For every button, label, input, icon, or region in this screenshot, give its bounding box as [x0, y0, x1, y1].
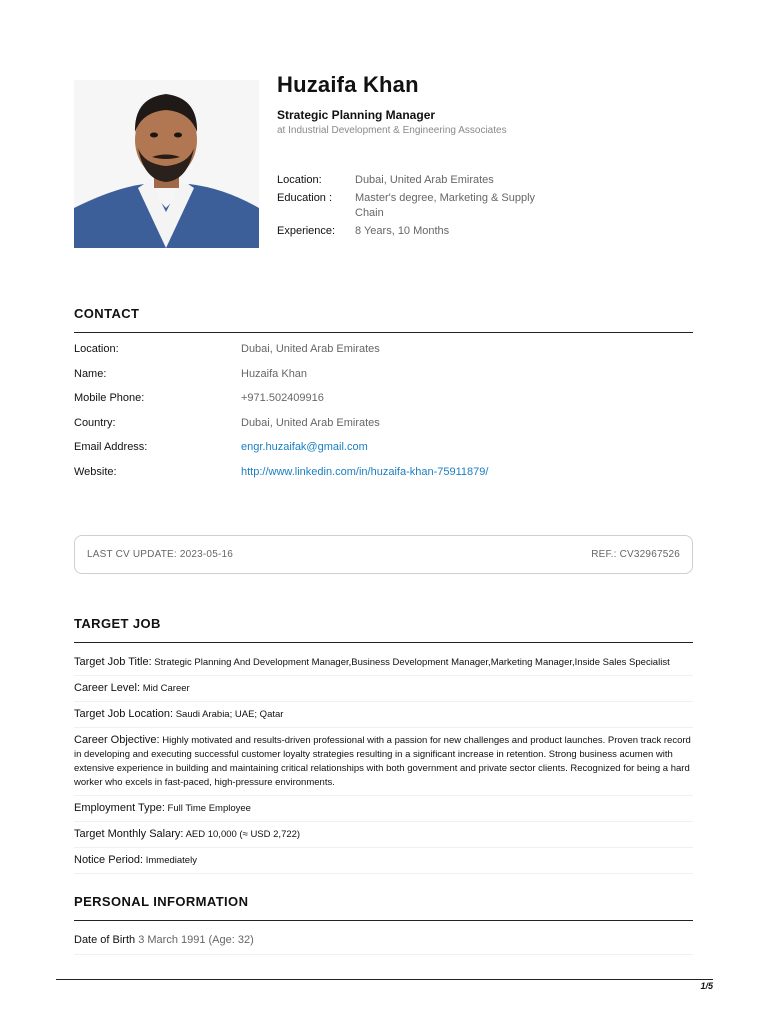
section-title: PERSONAL INFORMATION [74, 894, 249, 909]
personal-row [74, 934, 693, 955]
target-job-section [74, 616, 693, 877]
target-job-label: Target Job Location: [74, 708, 174, 720]
target-job-row [74, 825, 693, 848]
contact-row [74, 435, 693, 460]
candidate-name: Huzaifa Khan [277, 72, 419, 97]
target-job-row [74, 851, 693, 874]
contact-table [74, 337, 693, 484]
summary-label: Education : [277, 192, 333, 204]
contact-label: Email Address: [74, 441, 148, 454]
footer-divider [56, 979, 713, 980]
contact-row [74, 386, 693, 411]
target-job-row [74, 799, 693, 822]
target-job-value: Immediately [145, 855, 197, 866]
personal-info-section [74, 894, 693, 955]
section-divider [74, 332, 693, 333]
contact-label: Mobile Phone: [74, 392, 145, 405]
cv-update-box [74, 535, 693, 574]
target-job-label: Target Monthly Salary: [74, 828, 184, 840]
target-job-value: Mid Career [142, 683, 190, 694]
target-job-label: Career Objective: [74, 734, 160, 746]
target-job-label: Notice Period: [74, 854, 144, 866]
profile-summary [277, 173, 577, 239]
target-job-label: Career Level: [74, 682, 141, 694]
summary-value: Master's degree, Marketing & Supply Chain [355, 192, 536, 219]
last-update-text: LAST CV UPDATE: 2023-05-16 [87, 549, 234, 560]
target-job-label: Target Job Title: [74, 656, 152, 668]
summary-label: Location: [277, 174, 322, 186]
target-job-label: Employment Type: [74, 802, 165, 814]
contact-label: Website: [74, 465, 117, 478]
summary-row [277, 173, 577, 188]
contact-value: +971.502409916 [241, 392, 324, 405]
contact-row [74, 362, 693, 387]
contact-value: Huzaifa Khan [241, 367, 308, 380]
contact-value: Dubai, United Arab Emirates [241, 343, 380, 356]
target-job-value: Full Time Employee [167, 803, 251, 814]
target-job-row [74, 653, 693, 676]
contact-row [74, 411, 693, 436]
profile-header [277, 72, 577, 242]
contact-value: Dubai, United Arab Emirates [241, 416, 380, 429]
target-job-value: AED 10,000 (≈ USD 2,722) [185, 829, 301, 840]
email-link[interactable]: engr.huzaifak@gmail.com [241, 441, 368, 454]
target-job-row [74, 679, 693, 702]
candidate-company: at Industrial Development & Engineering Associates [277, 125, 507, 136]
personal-label: Date of Birth [74, 934, 136, 946]
contact-label: Location: [74, 343, 119, 356]
section-title: TARGET JOB [74, 616, 161, 631]
contact-label: Name: [74, 367, 107, 380]
target-job-table [74, 653, 693, 874]
candidate-job-title: Strategic Planning Manager [277, 108, 436, 122]
profile-photo [74, 80, 259, 248]
contact-row [74, 460, 693, 485]
target-job-row [74, 731, 693, 796]
contact-label: Country: [74, 416, 116, 429]
contact-row [74, 337, 693, 362]
section-divider [74, 642, 693, 643]
summary-row [277, 224, 577, 239]
target-job-value: Highly motivated and results-driven professional with a passion for new challenges and product launches. Proven track record in developing and executing successful customer loyalty strategies resulting in a significant increase in retention. Strong business acumen with extensive experience in building and maintaining critical relationships with both government and private sector clients. Recognized for being a hard worker who excels in fast-paced, high-pressure environments. [74, 735, 691, 788]
personal-value: 3 March 1991 (Age: 32) [138, 934, 254, 946]
summary-label: Experience: [277, 225, 336, 237]
summary-value: Dubai, United Arab Emirates [355, 174, 494, 186]
page-number: 1/5 [700, 981, 713, 991]
target-job-value: Saudi Arabia; UAE; Qatar [175, 709, 284, 720]
contact-section [74, 306, 693, 484]
summary-row [277, 191, 577, 221]
section-title: CONTACT [74, 306, 140, 321]
summary-value: 8 Years, 10 Months [355, 225, 450, 237]
website-link[interactable]: http://www.linkedin.com/in/huzaifa-khan-75911879/ [241, 465, 489, 478]
target-job-value: Strategic Planning And Development Manager,Business Development Manager,Marketing Manager,Inside Sales Specialist [154, 657, 670, 668]
reference-text: REF.: CV32967526 [591, 549, 680, 560]
target-job-row [74, 705, 693, 728]
section-divider [74, 920, 693, 921]
